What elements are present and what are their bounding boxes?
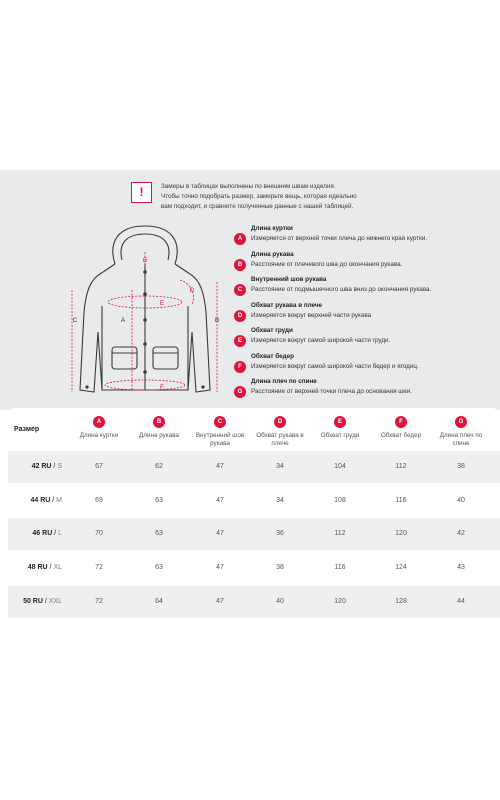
table-cell: 47 — [216, 497, 224, 504]
table-cell: 64 — [155, 598, 163, 605]
diagram-label-a: A — [120, 317, 126, 324]
table-cell: 104 — [334, 463, 346, 470]
size-alpha: XXL — [48, 598, 62, 605]
size-alpha: L — [58, 530, 62, 537]
table-cell: 38 — [457, 463, 465, 470]
column-header-e — [310, 416, 370, 440]
table-cell: 120 — [334, 598, 346, 605]
column-badge: E — [334, 416, 346, 428]
legend-badge: A — [234, 233, 246, 245]
legend-badge: G — [234, 386, 246, 398]
table-cell: 47 — [216, 564, 224, 571]
legend-item — [234, 327, 464, 353]
legend-title: Длина плеч по спине — [251, 378, 317, 385]
table-cell: 34 — [276, 497, 284, 504]
notice-line: Замеры в таблицах выполнены по внешним швам изделия. — [161, 183, 336, 190]
measurement-legend — [234, 225, 464, 404]
table-row — [8, 485, 500, 517]
column-badge: B — [153, 416, 165, 428]
table-cell: 34 — [276, 463, 284, 470]
warning-exclamation-icon: ! — [131, 182, 152, 203]
column-label: Внутренний шов рукава — [195, 432, 245, 447]
legend-desc: Измеряется вокруг верхней части рукава — [251, 311, 372, 319]
legend-item — [234, 276, 464, 302]
size-cell: 46 RU / L — [32, 530, 62, 537]
size-ru: 50 RU — [23, 598, 43, 605]
legend-title: Внутренний шов рукава — [251, 276, 327, 283]
table-cell: 116 — [395, 497, 407, 504]
size-ru: 46 RU — [32, 530, 53, 537]
column-header-a — [69, 416, 129, 440]
legend-title: Обхват груди — [251, 327, 293, 334]
legend-badge: F — [234, 361, 246, 373]
column-header-b — [129, 416, 189, 440]
column-badge: D — [274, 416, 286, 428]
column-badge: G — [455, 416, 467, 428]
size-cell: 48 RU / XL — [27, 564, 62, 571]
table-cell: 63 — [155, 497, 163, 504]
table-row — [8, 586, 500, 618]
legend-badge: D — [234, 310, 246, 322]
notice-text — [161, 182, 391, 212]
legend-title: Длина куртки — [251, 225, 293, 232]
table-cell: 63 — [155, 530, 163, 537]
table-cell: 120 — [395, 530, 407, 537]
table-cell: 47 — [216, 530, 224, 537]
table-cell: 40 — [276, 598, 284, 605]
column-header-f — [371, 416, 431, 440]
legend-item — [234, 302, 464, 328]
diagram-label-d: D — [189, 287, 195, 294]
diagram-label-c: C — [72, 317, 78, 324]
table-cell: 72 — [95, 564, 103, 571]
table-row — [8, 518, 500, 550]
table-cell: 43 — [457, 564, 465, 571]
legend-item — [234, 378, 464, 404]
column-label: Обхват бедер — [380, 432, 422, 439]
table-row — [8, 552, 500, 584]
table-cell: 112 — [334, 530, 346, 537]
table-cell: 116 — [334, 564, 346, 571]
notice-line: вам подходит, и сравните полученные данные с нашей таблицей. — [161, 203, 354, 210]
legend-badge: C — [234, 284, 246, 296]
table-cell: 128 — [395, 598, 407, 605]
legend-title: Обхват рукава в плече — [251, 301, 323, 309]
legend-item — [234, 225, 464, 251]
table-cell: 62 — [155, 463, 163, 470]
legend-desc: Расстояние от плечевого шва до окончания рукава. — [251, 260, 403, 268]
diagram-label-g: G — [142, 257, 148, 264]
column-badge: A — [93, 416, 105, 428]
table-cell: 112 — [395, 463, 407, 470]
table-cell: 47 — [216, 463, 224, 470]
column-label: Обхват рукава в плече — [256, 432, 304, 447]
column-badge: C — [214, 416, 226, 428]
size-column-header: Размер — [14, 426, 40, 433]
table-row — [8, 451, 500, 483]
table-cell: 44 — [457, 598, 465, 605]
size-ru: 44 RU — [30, 497, 51, 504]
legend-title: Длина рукава — [251, 250, 294, 258]
size-alpha: XL — [53, 564, 62, 571]
table-cell: 38 — [276, 564, 284, 571]
table-cell: 70 — [95, 530, 103, 537]
diagram-label-f: F — [160, 384, 164, 391]
legend-desc: Измеряется от верхней точки плеча до нижнего края куртки. — [251, 235, 428, 242]
legend-badge: E — [234, 335, 246, 347]
diagram-label-e: E — [159, 300, 165, 307]
table-cell: 67 — [95, 463, 103, 470]
column-label: Длина рукава — [139, 432, 179, 439]
column-label: Длина плеч по спине — [439, 432, 483, 447]
size-alpha: M — [56, 497, 62, 504]
column-badge: F — [395, 416, 407, 428]
column-header-d — [250, 416, 310, 447]
legend-desc: Измеряется вокруг самой широкой части бедер и ягодиц. — [251, 362, 419, 370]
legend-item — [234, 353, 464, 379]
jacket-diagram — [60, 222, 230, 402]
column-header-g — [431, 416, 491, 447]
column-label: Длина куртки — [79, 432, 119, 439]
table-cell: 40 — [457, 497, 465, 504]
table-cell: 69 — [95, 497, 103, 504]
size-alpha: S — [57, 463, 62, 470]
legend-desc: Измеряется вокруг самой широкой части груди. — [251, 337, 391, 344]
table-cell: 124 — [395, 564, 407, 571]
legend-title: Обхват бедер — [251, 352, 294, 360]
notice-line: Чтобы точно подобрать размер, замерьте вещь, которая идеально — [161, 193, 357, 200]
column-header-c — [190, 416, 250, 447]
size-cell: 42 RU / S — [31, 463, 62, 470]
table-cell: 47 — [216, 598, 224, 605]
size-cell: 50 RU / XXL — [23, 598, 62, 605]
table-cell: 36 — [276, 530, 284, 537]
table-cell: 108 — [334, 497, 346, 504]
column-label: Обхват груди — [320, 432, 360, 439]
table-cell: 42 — [457, 530, 465, 537]
size-ru: 48 RU — [27, 564, 48, 571]
legend-desc: Расстояние от подмышечного шва вниз до окончания рукава. — [251, 286, 432, 293]
legend-item — [234, 251, 464, 277]
table-cell: 63 — [155, 564, 163, 571]
legend-badge: B — [234, 259, 246, 271]
legend-desc: Расстояние от верхней точки плеча до основания шеи. — [251, 388, 413, 395]
diagram-label-b: B — [214, 317, 220, 324]
table-cell: 72 — [95, 598, 103, 605]
size-cell: 44 RU / M — [30, 497, 62, 504]
size-ru: 42 RU — [31, 463, 52, 470]
